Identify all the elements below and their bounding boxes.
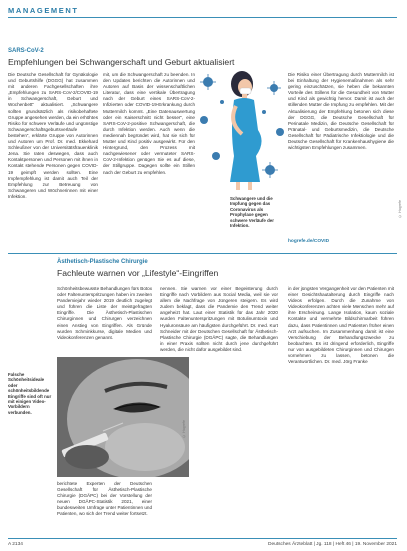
article1-column-2: mit, um die Schwangerschaft zu beenden. In den Updates berichten die Autorinnen und Autoren auf Basis der wissenschaftlichen Literatur, dass eine vertikale Übertragung nach der Geburt eines SARS-CoV-2-Infizierten oder COVID-19-Erkrankung durch Muttermilch kommt. „Eine Datenauswertung oder ein Kaiserschnitt nicht besser“, eine SARS-CoV-2-positive Schwangerschaft, die durch Infektion werden. Auch wenn die mediennah begründet wird, hat sie sich für Mutter und Kind positiv ausgewirkt. Für den Hintergrund, den Prozess mit nachgewiesener oder vermuteter SARS-CoV-2-Infektion genügen Sie es auf diese, der Stillgruppe. Dagegen sollte ein Stillen nach der Geburt zu empfehlen. [103, 72, 195, 175]
article1-caption: Schwangere und die Impfung gegen das Coronavirus als Prophylaxe gegen schwere Verläufe der Infektion. [230, 196, 274, 229]
header-rule [8, 17, 397, 18]
article1-title: Empfehlungen bei Schwangerschaft und Geburt aktualisiert [8, 57, 235, 67]
article1-kicker: SARS-CoV-2 [8, 48, 44, 54]
journal-citation: Deutsches Ärzteblatt | Jg. 118 | Heft 46 | 19. November 2021 [268, 542, 397, 547]
article1-link[interactable]: hogrefe.de/COVID [288, 239, 330, 244]
section-label: MANAGEMENT [8, 6, 79, 15]
article2-kicker: Ästhetisch-Plastische Chirurgie [57, 259, 148, 265]
article2-title: Fachleute warnen vor „Lifestyle“-Eingriffen [57, 268, 219, 278]
article2-column-1b: berichtete Experten der Deutschen Gesellschaft für Ästhetisch-Plastische Chirurgie (DGÄPC) bei der Vorstellung der neuen DGÄPC-Statistik 2021, einer bundesweiten Umfrage unter Patientinnen und Patienten, wo sich der Trend weiter fortsetzt. [57, 481, 152, 517]
article2-caption: Falsche Schönheitsideale oder schönheitsbildende Eingriffe sind oft nur mit einigen Video-Vorbildern verbunden. [8, 372, 52, 415]
article2-photo-credit: © Hogrefe [182, 420, 186, 438]
article-divider [8, 253, 397, 254]
pregnant-woman-illustration [198, 60, 288, 192]
article2-column-2: nennen. Sie warnen vor einer Begeisterung durch Eingriffe nach Vorbildern aus Social Media, weil sie vor allem die Nachfrage von Jüngeren steigern. Es wird zudem beklagt, dass die Pandemie den Trend weiter angeheizt hat. Laut einer Statistik für das Jahr 2020 wurden Faltenunterspritzungen mit Botulinumtoxin und Hyaluronsäure am häufigsten durchgeführt. Dr. med. Kurt Schneider mit der Deutschen Gesellschaft für Ästhetisch-Plastische Chirurgie (DGÄPC) sagte, die Behandlungen in einer Praxis sollten nicht durch jene durchgeführt werden, die nicht dafür ausgebildet sind. [160, 286, 278, 352]
article1-column-1: Die Deutsche Gesellschaft für Gynäkologie und Geburtshilfe (DGGG) hat zusammen mit anderen Fachgesellschaften ihre „Empfehlungen zu SARS-CoV-2/COVID-19 in Schwangerschaft, Geburt und Wochenbett“ aktualisiert. „Schwangere sollten grundsätzlich als risikobehaftete Gruppe angesehen werden, da ein erhöhtes Risiko für schwere Verläufe und ungünstige Schwangerschaftsgeburtsverläufe bestehen“, erklärte Gruppe von Autorinnen und Autoren um Prof. Dr. med. Ekkehard Schleußner von der Universitätsfrauenklinik Jena. Sie raten deswegen, dass auch Kontaktpersonen und Personen mit ihnen in Kontakt stehende Personen gegen COVID-19 geimpft werden sollten. Eine Impfempfehlung ist damit auch Teil der Empfehlung zur Betreuung von Schwangeren und Wöchnerinnen mit einer Infektion. [8, 72, 98, 199]
article2-column-3: in der jüngsten Vergangenheit vor den Patienten mit einer Gesichtshautalterung durch Eingriffe nach Videos erfolgen. Durch die Zunahme von Videokonferenzen achten viele Menschen mehr auf ihre Erscheinung. Lange Isolation, kaum soziale Kontakte und vermehrte Bildschirmarbeit führen dazu, dass Patientinnen und Patienten früher einen Arzt aufsuchen. Im Zusammenhang damit ist eine Verschiebung der Behandlungszwecke zu beobachten. Es ist dringend erforderlich, Eingriffe nur von ausgebildeten Chirurginnen und Chirurgen vornehmen zu lassen, betonen die Verantwortlichen. Dr. med. Jörg Franke [288, 286, 394, 365]
article1-credit: © Hogrefe [398, 200, 402, 218]
article2-column-1: Schönheitsbewusste Behandlungen fürs Botox oder Faltenunterspritzungen haben im zweiten Pandemiejahr wieder 2019 deutlich zugelegt und führen die Liste der meistgefragten Eingriffe. Die Ästhetisch-Plastischen Chirurginnen und Chirurgen verzeichnen einen Anstieg von Eingriffen. Als Gründe wurden Schminkkurse, digitale Medien und Videokonferenzen genannt. [57, 286, 152, 340]
page-number: A 2134 [8, 542, 23, 547]
article1-column-3: Die Risiko einer Übertragung durch Muttermilch ist bei Einhaltung der Hygienemaßnahmen als sehr gering einzuschätzen, sie heben die bekannten Vorteile des Stillens für die Gesundheit von Mutter und Kind als gewichtig hervor. Damit ist auch der stillenden Mutter die Impfung zu empfehlen. Mit der Aktualisierung der Empfehlung betonen sich diese der DGGG, die Deutsche Gesellschaft für Perinatale Medizin, die Deutsche Gesellschaft für Pränatal- und Geburtsmedizin, die Deutsche Gesellschaft für Pädiatrische Infektiologie und die Deutsche Gesellschaft für Krankenhaushygiene die wichtigsten Empfehlungen zusammen. [288, 72, 394, 151]
footer-rule [8, 538, 397, 539]
